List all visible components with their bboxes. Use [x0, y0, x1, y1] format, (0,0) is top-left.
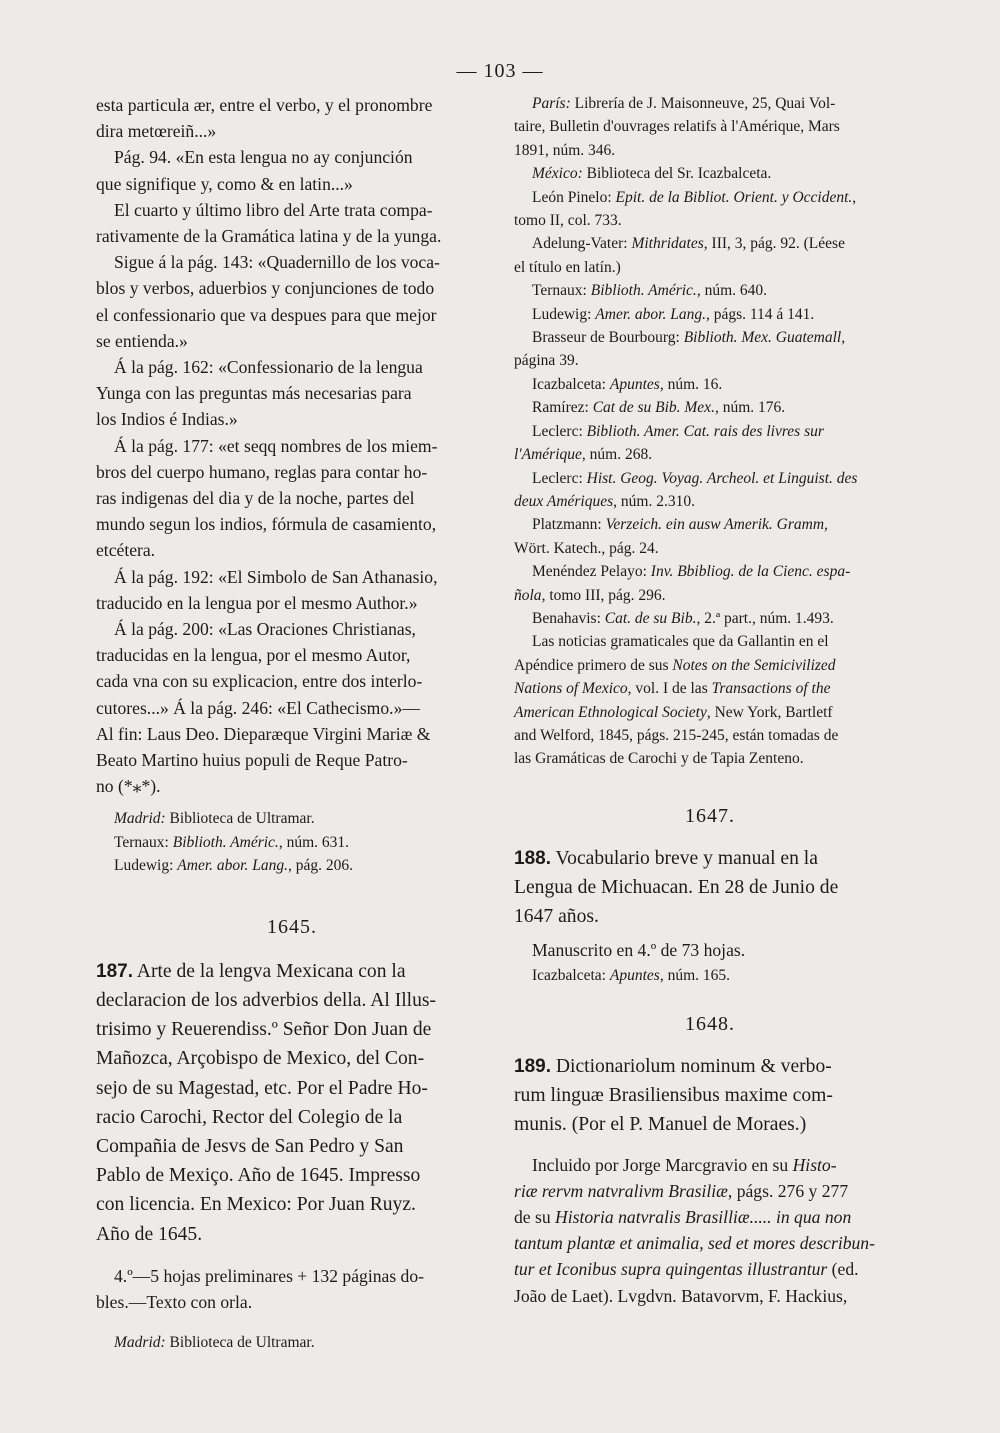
ref-text: , núm. 631. — [278, 833, 349, 851]
note-title: Transactions of the American Ethnological Society — [514, 680, 831, 721]
ref-title: Inv. Bbibliog. de la Cienc. espa- ñola — [514, 563, 851, 604]
ref-label: Brasseur de Bourbourg: — [532, 329, 684, 347]
paragraph: El cuarto y último libro del Arte trata compa- rativamente de la Gramática latina y de la yunga. — [96, 199, 442, 247]
reference — [514, 467, 906, 514]
reference — [514, 162, 906, 185]
reference — [514, 279, 906, 302]
desc-text: (ed. João de Laet). Lvgdvn. Batavorvm, F. Hackius, — [514, 1259, 859, 1306]
desc-title: Historia natvralis Brasilliæ..... in qua non tantum plantæ et animalia, sed et mores describun- tur et Iconibus supra quingentas illustrantur — [514, 1207, 875, 1280]
ref-text: Biblioteca de Ultramar. — [165, 1334, 315, 1352]
ref-text: , núm. 176. — [714, 399, 786, 417]
ref-label: París: — [532, 95, 571, 112]
ref-text: , tomo II, col. 733. — [514, 188, 857, 230]
ref-text: , págs. 114 á 141. — [705, 305, 815, 323]
ref-label: Ludewig: — [114, 857, 178, 875]
entry-title: Arte de la lengva Mexicana con la declaracion de los adverbios della. Al Illus- trisimo y Reuerendiss.º Señor Don Juan de Mañozca, Arçobispo de Mexico, del Con- sejo de su Magestad, etc. Por el Padre Ho- racio Carochi, Rector del Colegio de la Compañia de Jesvs de San Pedro y San Pablo de Mexiço. Año de 1645. Impresso con licencia. En Mexico: Por Juan Ruyz. Año de 1645. — [96, 960, 437, 1245]
ref-label: Leclerc: — [532, 422, 587, 440]
ref-title: Biblioth. Amer. Cat. rais des livres sur l'Amérique — [514, 422, 824, 464]
paragraph: Á la pág. 162: «Confessionario de la lengua Yunga con las preguntas más necesarias para los Indios é Indias.» — [96, 357, 423, 430]
ref-label: México: — [532, 165, 583, 183]
reference — [514, 303, 906, 326]
note-title: Notes on the Semicivilized Nations of Mexico — [514, 656, 836, 698]
note-paragraph — [514, 630, 906, 770]
ref-text: , 2.ª part., núm. 1.493. — [696, 609, 834, 627]
right-column — [514, 92, 906, 1309]
ref-label: Leclerc: — [532, 469, 587, 487]
ref-label: Madrid: — [114, 1334, 166, 1352]
year-heading: 1645. — [267, 915, 317, 938]
reference — [96, 854, 488, 877]
ref-label: Platzmann: — [532, 516, 606, 534]
ref-text: Biblioteca de Ultramar. — [165, 810, 315, 828]
desc-title: Histo- riæ rervm natvralivm Brasiliæ — [514, 1154, 837, 1201]
ref-title: Apuntes — [609, 375, 660, 393]
ref-text: , pág. 206. — [287, 857, 353, 875]
ref-title: Amer. abor. Lang. — [177, 857, 288, 875]
ref-text: , núm. 640. — [696, 282, 767, 300]
ref-text: Wört. Katech., pág. 24. — [514, 539, 659, 557]
ref-label: Ramírez: — [532, 399, 593, 417]
reference — [514, 373, 906, 396]
ref-title: Apuntes — [609, 966, 660, 984]
ref-text: Librería de J. Maisonneuve, 25, Quai Vol- taire, Bulletin d'ouvrages relatifs à l'Amérique, Mars 1891, núm. 346. — [514, 95, 840, 159]
ref-text: Biblioteca del Sr. Icazbalceta. — [582, 165, 772, 183]
entry-number: 189. — [514, 1056, 551, 1077]
year-heading: 1648. — [685, 1013, 735, 1035]
ref-text: , núm. 2.310. — [613, 492, 695, 510]
ref-text: página 39. — [514, 352, 579, 370]
ref-title: Cat de su Bib. Mex. — [592, 399, 715, 417]
ref-label: Icazbalceta: — [532, 375, 610, 393]
ref-title: Biblioth. Mex. Guatemall, — [683, 329, 846, 347]
ref-title: Epit. de la Bibliot. Orient. y Occident. — [615, 188, 853, 206]
paragraph: Á la pág. 192: «El Simbolo de San Athanasio, traducido en la lengua por el mesmo Author.» — [96, 566, 438, 613]
ref-title: Amer. abor. Lang. — [595, 305, 706, 323]
left-column — [96, 92, 488, 1355]
description: Manuscrito en 4.º de 73 hojas. — [532, 940, 746, 961]
reference — [96, 1331, 488, 1354]
reference — [514, 560, 906, 607]
desc-text: , págs. 276 y 277 de su — [514, 1180, 849, 1228]
reference — [96, 831, 488, 854]
entry-title: Dictionariolum nominum & verbo- rum linguæ Brasiliensibus maxime com- munis. (Por el P. Manuel de Moraes.) — [514, 1056, 833, 1136]
ref-text: , III, 3, pág. 92. (Léese el título en latín.) — [514, 235, 845, 276]
entry-title: Vocabulario breve y manual en la Lengua de Michuacan. En 28 de Junio de 1647 años. — [514, 847, 839, 928]
description — [514, 1152, 906, 1309]
ref-label: Menéndez Pelayo: — [532, 563, 651, 581]
reference — [96, 807, 488, 830]
desc-text: Incluido por Jorge Marcgravio en su — [532, 1154, 793, 1175]
paragraph: Pág. 94. «En esta lengua no ay conjunción que signifique y, como & en latin...» — [96, 147, 413, 194]
ref-text: , núm. 16. — [659, 375, 723, 393]
ref-text: , tomo III, pág. 296. — [541, 586, 666, 604]
entry-189 — [514, 1052, 906, 1140]
reference — [514, 326, 906, 373]
reference — [514, 607, 906, 630]
ref-label: Madrid: — [114, 810, 166, 828]
ref-title: Biblioth. Améric. — [172, 833, 279, 851]
entry-number: 187. — [96, 960, 133, 982]
paragraph: Sigue á la pág. 143: «Quadernillo de los voca- blos y verbos, aduerbios y conjunciones de todo el confessionario que va despues para que mejor se entienda.» — [96, 252, 440, 351]
ref-label: Benahavis: — [532, 609, 605, 627]
reference — [514, 420, 906, 467]
ref-label: Adelung-Vater: — [532, 235, 632, 253]
reference — [514, 396, 906, 419]
description: 4.º—5 hojas preliminares + 132 páginas do- bles.—Texto con orla. — [96, 1265, 425, 1312]
page-number: — 103 — — [456, 60, 544, 82]
entry-187 — [96, 957, 488, 1249]
ref-label: Ternaux: — [114, 833, 173, 851]
note-text: , New York, Bartletf and Welford, 1845, págs. 215-245, están tomadas de las Gramáticas de Carochi y de Tapia Zenteno. — [514, 703, 839, 768]
note-text: , vol. I de las — [627, 680, 712, 698]
year-heading: 1647. — [685, 804, 735, 827]
ref-title: Cat. de su Bib. — [604, 609, 697, 627]
ref-title: Hist. Geog. Voyag. Archeol. et Linguist. des deux Amériques — [514, 469, 858, 510]
reference — [514, 964, 906, 987]
paragraph: Á la pág. 200: «Las Oraciones Christianas, traducidas en la lengua, por el mesmo Autor, cada vna con su explicacion, entre dos interlo- cutores...» Á la pág. 246: «El Cathecismo.»— Al fin: Laus Deo. Dieparæque Virgini Mariæ & Beato Martino huius populi de Reque Patro- no (*⁎*). — [96, 619, 431, 797]
ref-label: Ternaux: — [532, 282, 591, 300]
ref-label: Icazbalceta: — [532, 966, 610, 984]
ref-title: Biblioth. Améric. — [590, 282, 697, 300]
reference — [514, 186, 906, 233]
ref-title: Mithridates — [631, 235, 704, 253]
paragraph: Á la pág. 177: «et seqq nombres de los miem- bros del cuerpo humano, reglas para contar ho- ras indigenas del dia y de la noche, partes del mundo segun los indios, fórmula de casamiento, etcétera. — [96, 435, 438, 561]
ref-label: Ludewig: — [532, 305, 596, 323]
reference — [514, 513, 906, 560]
ref-text: , núm. 165. — [659, 966, 730, 984]
entry-188 — [514, 844, 906, 932]
ref-title: Verzeich. ein ausw Amerik. Gramm, — [605, 516, 828, 534]
paragraph: esta particula ær, entre el verbo, y el pronombre dira metœreiñ...» — [96, 95, 433, 142]
reference — [514, 92, 906, 162]
entry-number: 188. — [514, 847, 551, 869]
reference — [514, 232, 906, 279]
ref-text: , núm. 268. — [581, 446, 653, 464]
note-text: Las noticias gramaticales que da Gallantin en el Apéndice primero de sus — [514, 633, 829, 674]
ref-label: León Pinelo: — [532, 188, 616, 206]
